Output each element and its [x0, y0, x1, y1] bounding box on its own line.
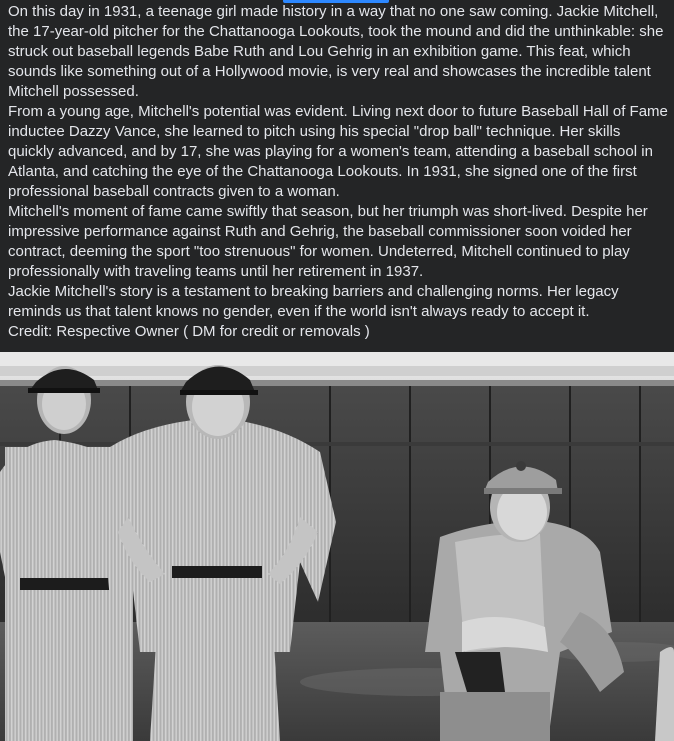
post-paragraph-3: Mitchell's moment of fame came swiftly that season, but her triumph was short-lived. Despite her impressive performance against Ruth and Gehrig, the baseball commissioner soon voided her contract, deeming the sport "too strenuous" for women. Undeterred, Mitchell continued to play professionally with traveling teams until her retirement in 1937.: [8, 203, 648, 280]
baseball-players-photo-icon: [0, 352, 674, 741]
post-body-text: [8, 2, 670, 342]
post-paragraph-2: From a young age, Mitchell's potential was evident. Living next door to future Baseball Hall of Fame inductee Dazzy Vance, she learned to pitch using his special "drop ball" technique. Her skills quickly advanced, and by 17, she was playing for a women's team, attending a baseball school in Atlanta, and catching the eye of the Chattanooga Lookouts. In 1931, she signed one of the first professional baseball contracts given to a woman.: [8, 103, 668, 200]
post-paragraph-1: On this day in 1931, a teenage girl made history in a way that no one saw coming. Jackie Mitchell, the 17-year-old pitcher for the Chattanooga Lookouts, took the mound and did the unthinkable: she struck out baseball legends Babe Ruth and Lou Gehrig in an exhibition game. This feat, which sounds like something out of a Hollywood movie, is very real and showcases the incredible talent Mitchell possessed.: [8, 3, 664, 100]
post-photo[interactable]: [0, 352, 674, 741]
post-paragraph-4: Jackie Mitchell's story is a testament to breaking barriers and challenging norms. Her legacy reminds us that talent knows no gender, even if the world isn't always ready to accept it.: [8, 283, 619, 320]
post-credit-line: Credit: Respective Owner ( DM for credit or removals ): [8, 323, 370, 340]
